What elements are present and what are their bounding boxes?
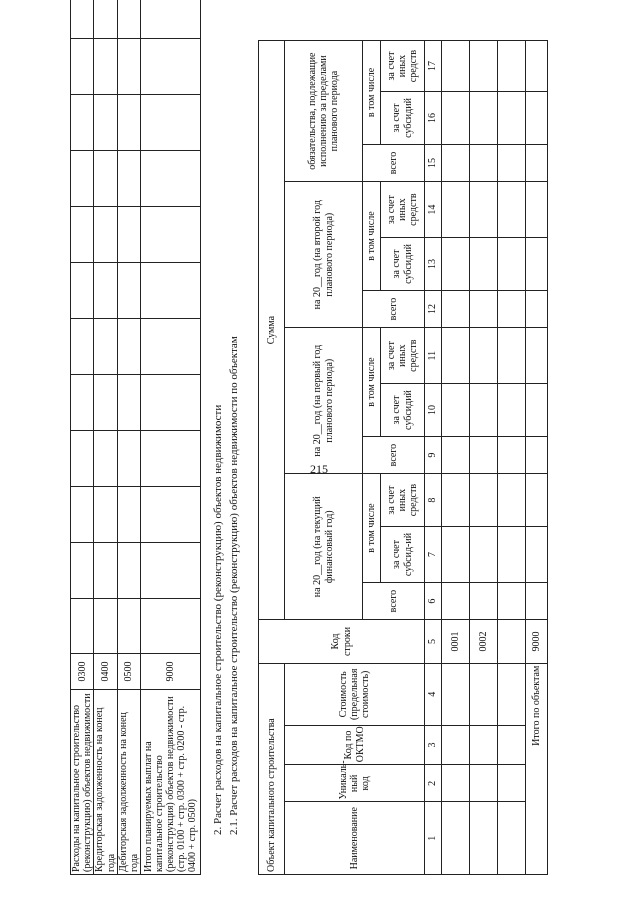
summary-row-code: 0400 bbox=[94, 654, 117, 690]
column-number: 17 bbox=[425, 41, 442, 92]
column-number: 5 bbox=[425, 620, 442, 664]
column-number: 12 bbox=[425, 290, 442, 327]
incl-header: в том числе bbox=[363, 328, 381, 437]
summary-row-code: 0500 bbox=[117, 654, 140, 690]
summary-row-label: Итого планируемых выплат на капитальное строительство (реконструкция) объектов недвижимости (стр. 0100 + стр. 0300 + стр. 0200 - стр. 0400 + стр. 0500) bbox=[141, 690, 201, 875]
column-number: 1 bbox=[425, 802, 442, 875]
unique-code-header: Уникаль-ный код bbox=[285, 765, 425, 802]
other-funds-header: за счет иных средств bbox=[381, 182, 425, 238]
obligations-header: обязательства, подлежащие исполнению за пределами планового периода bbox=[285, 41, 363, 182]
total-row-code: 9000 bbox=[526, 620, 548, 664]
year1-header: на 20__год (на текущий финансовый год) bbox=[285, 474, 363, 620]
page-number: 215 bbox=[310, 462, 328, 476]
column-number: 8 bbox=[425, 474, 442, 527]
column-number: 11 bbox=[425, 328, 442, 384]
cost-header: Стоимость (предельная стоимость) bbox=[285, 663, 425, 725]
summary-table bbox=[70, 0, 201, 875]
column-number: 4 bbox=[425, 663, 442, 725]
summary-row-label: Кредиторская задолженность на конец года bbox=[94, 690, 117, 875]
summary-row-label: Расходы на капитальное строительство (реконструкцию) объектов недвижимости bbox=[71, 690, 94, 875]
incl-header: в том числе bbox=[363, 474, 381, 583]
subsidy-header: за счет субсидий bbox=[381, 384, 425, 437]
total-header: всего bbox=[363, 144, 425, 181]
incl-header: в том числе bbox=[363, 41, 381, 145]
table-row bbox=[442, 41, 470, 875]
line-code-header: Код строки bbox=[259, 620, 425, 664]
summary-row-code: 9000 bbox=[141, 654, 201, 690]
subsidy-header: за счет субсидий bbox=[381, 92, 425, 145]
column-number: 10 bbox=[425, 384, 442, 437]
column-number: 7 bbox=[425, 527, 442, 583]
column-number: 3 bbox=[425, 725, 442, 764]
table-row bbox=[470, 41, 498, 875]
total-header: всего bbox=[363, 436, 425, 473]
row-code: 0002 bbox=[470, 620, 498, 664]
subsidy-header: за счет субсидий bbox=[381, 238, 425, 291]
object-header: Объект капитального строительства bbox=[259, 663, 285, 874]
summary-row-code: 0300 bbox=[71, 654, 94, 690]
other-funds-header: за счет иных средств bbox=[381, 474, 425, 527]
subsidy-header: за счет субсид-ий bbox=[381, 527, 425, 583]
table-row bbox=[498, 41, 526, 875]
subsection-title: 2.1. Расчет расходов на капитальное строительство (реконструкцию) объектов недвижимости по объектам bbox=[228, 336, 240, 835]
column-number: 2 bbox=[425, 765, 442, 802]
year3-header: на 20__год (на второй год планового периода) bbox=[285, 182, 363, 328]
oktmo-header: Код по ОКТМО bbox=[285, 725, 425, 764]
other-funds-header: за счет иных средств bbox=[381, 328, 425, 384]
other-funds-header: за счет иных средств bbox=[381, 41, 425, 92]
column-number: 16 bbox=[425, 92, 442, 145]
column-number: 13 bbox=[425, 238, 442, 291]
total-row bbox=[526, 41, 548, 875]
row-code: 0001 bbox=[442, 620, 470, 664]
year2-header: на 20__год (на первый год планового периода) bbox=[285, 328, 363, 474]
column-number: 14 bbox=[425, 182, 442, 238]
column-number: 9 bbox=[425, 436, 442, 473]
name-header: Наименование bbox=[285, 802, 425, 875]
column-number: 15 bbox=[425, 144, 442, 181]
section-title: 2. Расчет расходов на капитальное строительство (реконструкцию) объектов недвижимости bbox=[212, 404, 224, 835]
column-number: 6 bbox=[425, 582, 442, 619]
total-header: всего bbox=[363, 290, 425, 327]
summary-row-label: Дебиторская задолженность на конец года bbox=[117, 690, 140, 875]
total-header: всего bbox=[363, 582, 425, 619]
objects-table bbox=[258, 40, 548, 875]
incl-header: в том числе bbox=[363, 182, 381, 291]
sum-header: Сумма bbox=[259, 41, 285, 620]
total-row-label: Итого по объектам bbox=[526, 663, 548, 874]
